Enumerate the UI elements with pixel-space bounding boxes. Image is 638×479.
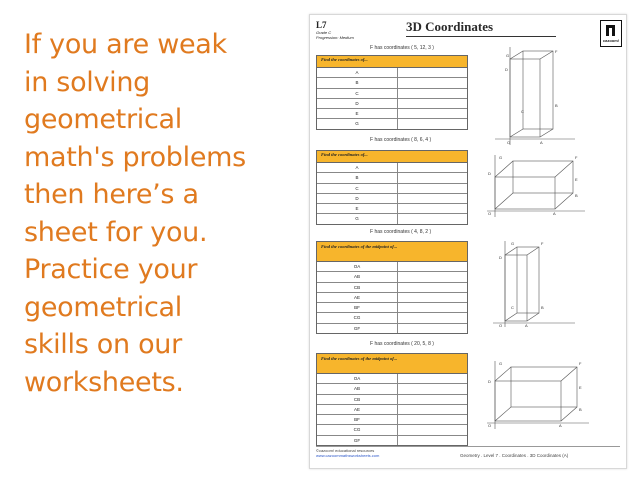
table-row (317, 374, 467, 384)
table-row (317, 324, 467, 333)
table-row (317, 89, 467, 99)
promo-text (24, 26, 294, 401)
footer-divider (316, 446, 620, 447)
table-header: Find the coordinates of... (317, 151, 467, 163)
svg-text:E: E (575, 177, 578, 182)
table-header: Find the coordinates of... (317, 56, 467, 68)
title-underline (406, 36, 556, 37)
section-caption: F has coordinates ( 5, 12, 3 ) (370, 45, 434, 51)
row-label: A (317, 163, 398, 172)
promo-line: in solving (24, 66, 151, 98)
row-label: GF (317, 436, 398, 445)
worksheet-grade: Grade C (316, 30, 332, 35)
svg-text:D: D (499, 255, 502, 260)
promo-line: worksheets. (24, 366, 184, 398)
row-label: C (317, 89, 398, 98)
table-row (317, 313, 467, 323)
cuboid-figure (485, 153, 595, 223)
table-row (317, 415, 467, 425)
answer-cell (398, 415, 467, 424)
row-label: D (317, 194, 398, 203)
svg-text:F: F (579, 361, 582, 366)
answer-cell (398, 109, 467, 118)
table-row (317, 173, 467, 183)
footer-url-link[interactable]: www.cazoommathsworksheets.com (316, 453, 380, 458)
table-row (317, 204, 467, 214)
row-label: E (317, 204, 398, 213)
svg-text:G: G (499, 155, 503, 160)
cazoom-logo (600, 20, 622, 47)
table-row (317, 395, 467, 405)
svg-text:D: D (505, 67, 508, 72)
footer-breadcrumb: Geometry . Level 7 . Coordinates . 3D Coordinates (A) (460, 453, 569, 458)
row-label: B (317, 78, 398, 87)
table-row (317, 262, 467, 272)
answer-table (316, 353, 468, 446)
row-label: GF (317, 324, 398, 333)
table-row (317, 99, 467, 109)
table-header: Find the coordinates of the midpoint of... (317, 242, 467, 262)
svg-text:E: E (579, 385, 582, 390)
table-row (317, 119, 467, 128)
answer-cell (398, 313, 467, 322)
answer-cell (398, 293, 467, 302)
row-label: B (317, 173, 398, 182)
table-row (317, 405, 467, 415)
svg-text:C: C (521, 109, 524, 114)
answer-cell (398, 99, 467, 108)
svg-text:G: G (506, 53, 510, 58)
answer-cell (398, 173, 467, 182)
answer-cell (398, 214, 467, 223)
svg-text:B: B (555, 103, 558, 108)
promo-line: sheet for you. (24, 216, 208, 248)
svg-text:B: B (541, 305, 544, 310)
cuboid-diagram (485, 47, 595, 147)
row-label: BF (317, 303, 398, 312)
answer-cell (398, 262, 467, 271)
svg-text:A: A (540, 140, 543, 145)
worksheet-title: 3D Coordinates (406, 19, 494, 34)
table-row (317, 163, 467, 173)
cuboid-figure (485, 359, 595, 431)
cuboid-figure (485, 47, 595, 147)
answer-cell (398, 89, 467, 98)
row-label: A (317, 68, 398, 77)
answer-cell (398, 436, 467, 445)
answer-cell (398, 374, 467, 383)
svg-text:D: D (488, 379, 491, 384)
answer-cell (398, 163, 467, 172)
answer-cell (398, 283, 467, 292)
table-row (317, 283, 467, 293)
table-row (317, 194, 467, 204)
worksheet-level: L7 (316, 20, 327, 30)
table-row (317, 78, 467, 88)
svg-text:B: B (579, 407, 582, 412)
section-caption: F has coordinates ( 8, 6, 4 ) (370, 137, 432, 143)
cuboid-diagram (485, 359, 595, 431)
answer-cell (398, 194, 467, 203)
row-label: CB (317, 395, 398, 404)
row-label: AE (317, 293, 398, 302)
table-row (317, 214, 467, 223)
answer-cell (398, 384, 467, 393)
row-label: CB (317, 283, 398, 292)
row-label: G (317, 214, 398, 223)
row-label: C (317, 184, 398, 193)
answer-cell (398, 303, 467, 312)
section-caption: F has coordinates ( 4, 8, 2 ) (370, 229, 432, 235)
svg-text:F: F (575, 155, 578, 160)
table-row (317, 384, 467, 394)
row-label: G (317, 119, 398, 128)
answer-cell (398, 324, 467, 333)
table-row (317, 272, 467, 282)
row-label: AB (317, 272, 398, 281)
promo-line: geometrical (24, 291, 182, 323)
row-label: CG (317, 425, 398, 434)
svg-text:G: G (499, 361, 503, 366)
table-row (317, 109, 467, 119)
table-row (317, 425, 467, 435)
answer-cell (398, 272, 467, 281)
answer-cell (398, 119, 467, 128)
promo-line: Practice your (24, 254, 198, 285)
answer-cell (398, 78, 467, 87)
row-label: AE (317, 405, 398, 414)
answer-cell (398, 204, 467, 213)
svg-text:B: B (575, 193, 578, 198)
svg-text:A: A (525, 323, 528, 328)
svg-text:G: G (511, 241, 515, 246)
svg-text:A: A (559, 423, 562, 428)
cuboid-figure (485, 237, 595, 329)
answer-table (316, 55, 468, 130)
table-row (317, 303, 467, 313)
answer-cell (398, 184, 467, 193)
logo-text: cazoom! (602, 38, 620, 43)
worksheet-image (309, 14, 627, 469)
svg-text:O: O (507, 140, 511, 145)
promo-line: geometrical (24, 104, 182, 135)
row-label: OA (317, 262, 398, 271)
row-label: BF (317, 415, 398, 424)
row-label: AB (317, 384, 398, 393)
footer-credits (316, 448, 379, 458)
footer-copyright: ©cazoom! educational resources (316, 448, 375, 453)
answer-table (316, 150, 468, 225)
worksheet-progression: Progression: Medium (316, 35, 354, 40)
svg-text:O: O (488, 211, 492, 216)
table-row (317, 184, 467, 194)
row-label: OA (317, 374, 398, 383)
svg-text:O: O (488, 423, 492, 428)
cuboid-diagram (485, 237, 595, 329)
row-label: CG (317, 313, 398, 322)
section-caption: F has coordinates ( 20, 5, 8 ) (370, 341, 434, 347)
promo-line: If you are weak (24, 29, 227, 60)
row-label: E (317, 109, 398, 118)
promo-line: then here’s a (24, 179, 199, 210)
answer-table (316, 241, 468, 334)
table-row (317, 293, 467, 303)
table-header: Find the coordinates of the midpoint of... (317, 354, 467, 374)
answer-cell (398, 405, 467, 414)
answer-cell (398, 395, 467, 404)
svg-text:C: C (511, 305, 514, 310)
table-row (317, 436, 467, 445)
answer-cell (398, 68, 467, 77)
svg-text:D: D (488, 171, 491, 176)
table-row (317, 68, 467, 78)
promo-line: math's problems (24, 141, 246, 173)
row-label: D (317, 99, 398, 108)
answer-cell (398, 425, 467, 434)
logo-mark-icon (606, 25, 615, 36)
svg-text:F: F (541, 241, 544, 246)
svg-text:F: F (555, 49, 558, 54)
svg-text:O: O (499, 323, 503, 328)
svg-text:A: A (553, 211, 556, 216)
cuboid-diagram (485, 153, 595, 223)
promo-line: skills on our (24, 329, 182, 360)
